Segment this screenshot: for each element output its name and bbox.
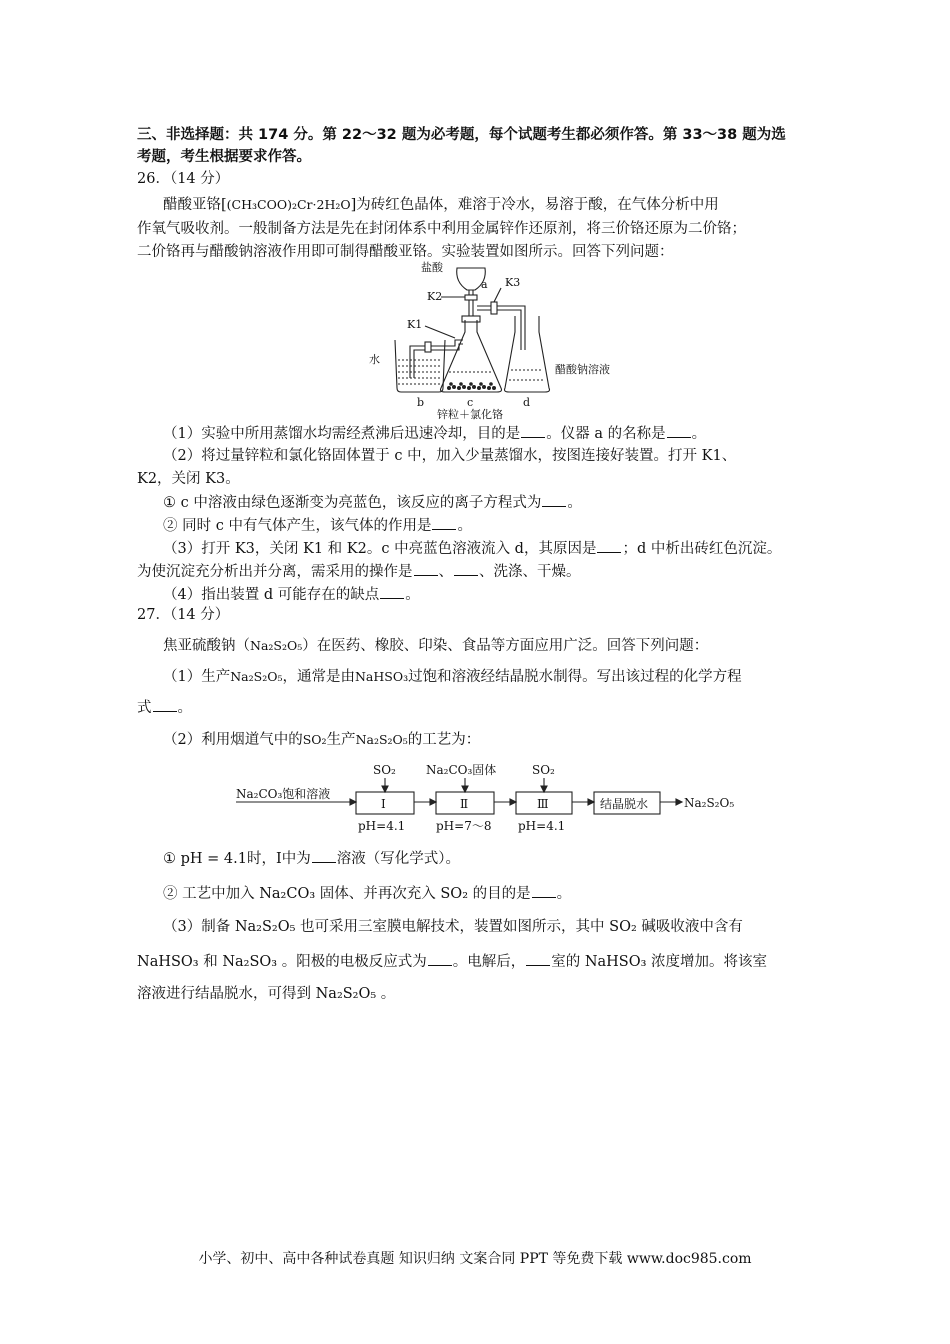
label-k3: K3 xyxy=(505,276,521,289)
label-naac: 醋酸钠溶液 xyxy=(555,363,610,376)
label-k1: K1 xyxy=(407,318,423,331)
q27-p3-line3: 溶液进行结晶脱水，可得到 Na₂S₂O₅ 。 xyxy=(137,986,396,1002)
q26-p2-ii: ② 同时 c 中有气体产生，该气体的作用是 。 xyxy=(163,515,472,536)
q27-p1-line1: （1）生产Na₂S₂O₅，通常是由NaHSO₃过饱和溶液经结晶脱水制得。写出该过程的化学方程 xyxy=(163,669,742,685)
flow-box3: Ⅲ xyxy=(537,797,549,811)
answer-blank[interactable] xyxy=(532,883,556,898)
q26-p3-line1: （3）打开 K3，关闭 K1 和 K2。c 中亮蓝色溶液流入 d，其原因是 ；d 中析出砖红色沉淀。 xyxy=(163,538,781,559)
q26-p1: （1）实验中所用蒸馏水均需经煮沸后迅速冷却，目的是 。仪器 a 的名称是 。 xyxy=(163,423,706,444)
flow-box4: 结晶脱水 xyxy=(600,797,649,811)
q26-intro-line1 xyxy=(163,195,719,215)
flow-start: Na₂CO₃饱和溶液 xyxy=(236,787,331,801)
answer-blank[interactable] xyxy=(542,492,566,507)
answer-blank[interactable] xyxy=(667,423,691,438)
answer-blank[interactable] xyxy=(521,423,545,438)
q26-p2-i: ① c 中溶液由绿色逐渐变为亮蓝色，该反应的离子方程式为 。 xyxy=(163,492,582,513)
label-a: a xyxy=(481,278,488,291)
q27-p3-line2: NaHSO₃ 和 Na₂SO₃ 。阳极的电极反应式为 。电解后， 室的 NaHSO₃ 浓度增加。将该室 xyxy=(137,951,767,972)
flow-product: Na₂S₂O₅ xyxy=(684,796,735,810)
answer-blank[interactable] xyxy=(428,951,452,966)
q27-number: 27．（14 分） xyxy=(137,607,230,623)
flow-ph2: pH=7～8 xyxy=(436,819,492,833)
label-water: 水 xyxy=(369,353,380,366)
q26-p2-line2: K2，关闭 K3。 xyxy=(137,471,240,487)
q26-intro-formula: (CH₃COO)₂Cr·2H₂O xyxy=(226,197,351,212)
q27-p1-line2: 式 。 xyxy=(137,697,192,718)
apparatus-figure xyxy=(365,260,645,420)
q26-intro-line3: 二价铬再与醋酸钠溶液作用即可制得醋酸亚铬。实验装置如图所示。回答下列问题： xyxy=(137,244,674,260)
section-heading-line1: 三、非选择题：共 174 分。第 22～32 题为必考题，每个试题考生都必须作答。第 33～38 题为选 xyxy=(137,127,786,143)
q26-intro-b: ]为砖红色晶体，难溶于冷水，易溶于酸，在气体分析中用 xyxy=(350,197,719,213)
answer-blank[interactable] xyxy=(380,584,404,599)
q26-p4: （4）指出装置 d 可能存在的缺点 。 xyxy=(163,584,420,605)
q27-p2-i: ① pH = 4.1时，Ⅰ中为 溶液（写化学式）。 xyxy=(163,848,460,869)
label-zn: 锌粒＋氯化铬 xyxy=(437,408,503,420)
answer-blank[interactable] xyxy=(414,561,438,576)
q27-intro: 焦亚硫酸钠（Na₂S₂O₅）在医药、橡胶、印染、食品等方面应用广泛。回答下列问题： xyxy=(163,638,709,654)
label-c: c xyxy=(467,396,474,409)
page-footer: 小学、初中、高中各种试卷真题 知识归纳 文案合同 PPT 等免费下载 www.doc985.com xyxy=(198,1251,752,1267)
section-heading-line2: 考题，考生根据要求作答。 xyxy=(137,149,311,165)
process-flowchart xyxy=(236,760,746,838)
label-hcl: 盐酸 xyxy=(421,261,443,274)
label-k2: K2 xyxy=(427,290,443,303)
flow-ph1: pH=4.1 xyxy=(358,819,406,833)
answer-blank[interactable] xyxy=(432,515,456,530)
q27-p2-ii: ② 工艺中加入 Na₂CO₃ 固体、并再次充入 SO₂ 的目的是 。 xyxy=(163,883,571,904)
q27-p2: （2）利用烟道气中的SO₂生产Na₂S₂O₅的工艺为： xyxy=(163,732,481,748)
flow-ph3: pH=4.1 xyxy=(518,819,566,833)
q26-p3-line2: 为使沉淀充分析出并分离，需采用的操作是 、 、洗涤、干燥。 xyxy=(137,561,581,582)
q26-intro-a: 醋酸亚铬[ xyxy=(163,197,227,213)
label-d: d xyxy=(523,396,531,409)
answer-blank[interactable] xyxy=(526,951,550,966)
flow-box1: Ⅰ xyxy=(381,797,386,811)
answer-blank[interactable] xyxy=(153,697,177,712)
q26-number: 26．（14 分） xyxy=(137,171,230,187)
q26-p2-line1: （2）将过量锌粒和氯化铬固体置于 c 中，加入少量蒸馏水，按图连接好装置。打开 K1、 xyxy=(163,448,737,464)
flow-so2-1: SO₂ xyxy=(373,763,396,777)
q26-intro-line2: 作氧气吸收剂。一般制备方法是先在封闭体系中利用金属锌作还原剂，将三价铬还原为二价铬； xyxy=(137,221,746,237)
answer-blank[interactable] xyxy=(312,848,336,863)
answer-blank[interactable] xyxy=(597,538,621,553)
label-b: b xyxy=(417,396,425,409)
flow-solid: Na₂CO₃固体 xyxy=(426,763,497,777)
q27-p3-line1: （3）制备 Na₂S₂O₅ 也可采用三室膜电解技术，装置如图所示，其中 SO₂ 碱吸收液中含有 xyxy=(163,919,743,935)
flow-box2: Ⅱ xyxy=(460,797,469,811)
flow-so2-3: SO₂ xyxy=(532,763,555,777)
answer-blank[interactable] xyxy=(454,561,478,576)
